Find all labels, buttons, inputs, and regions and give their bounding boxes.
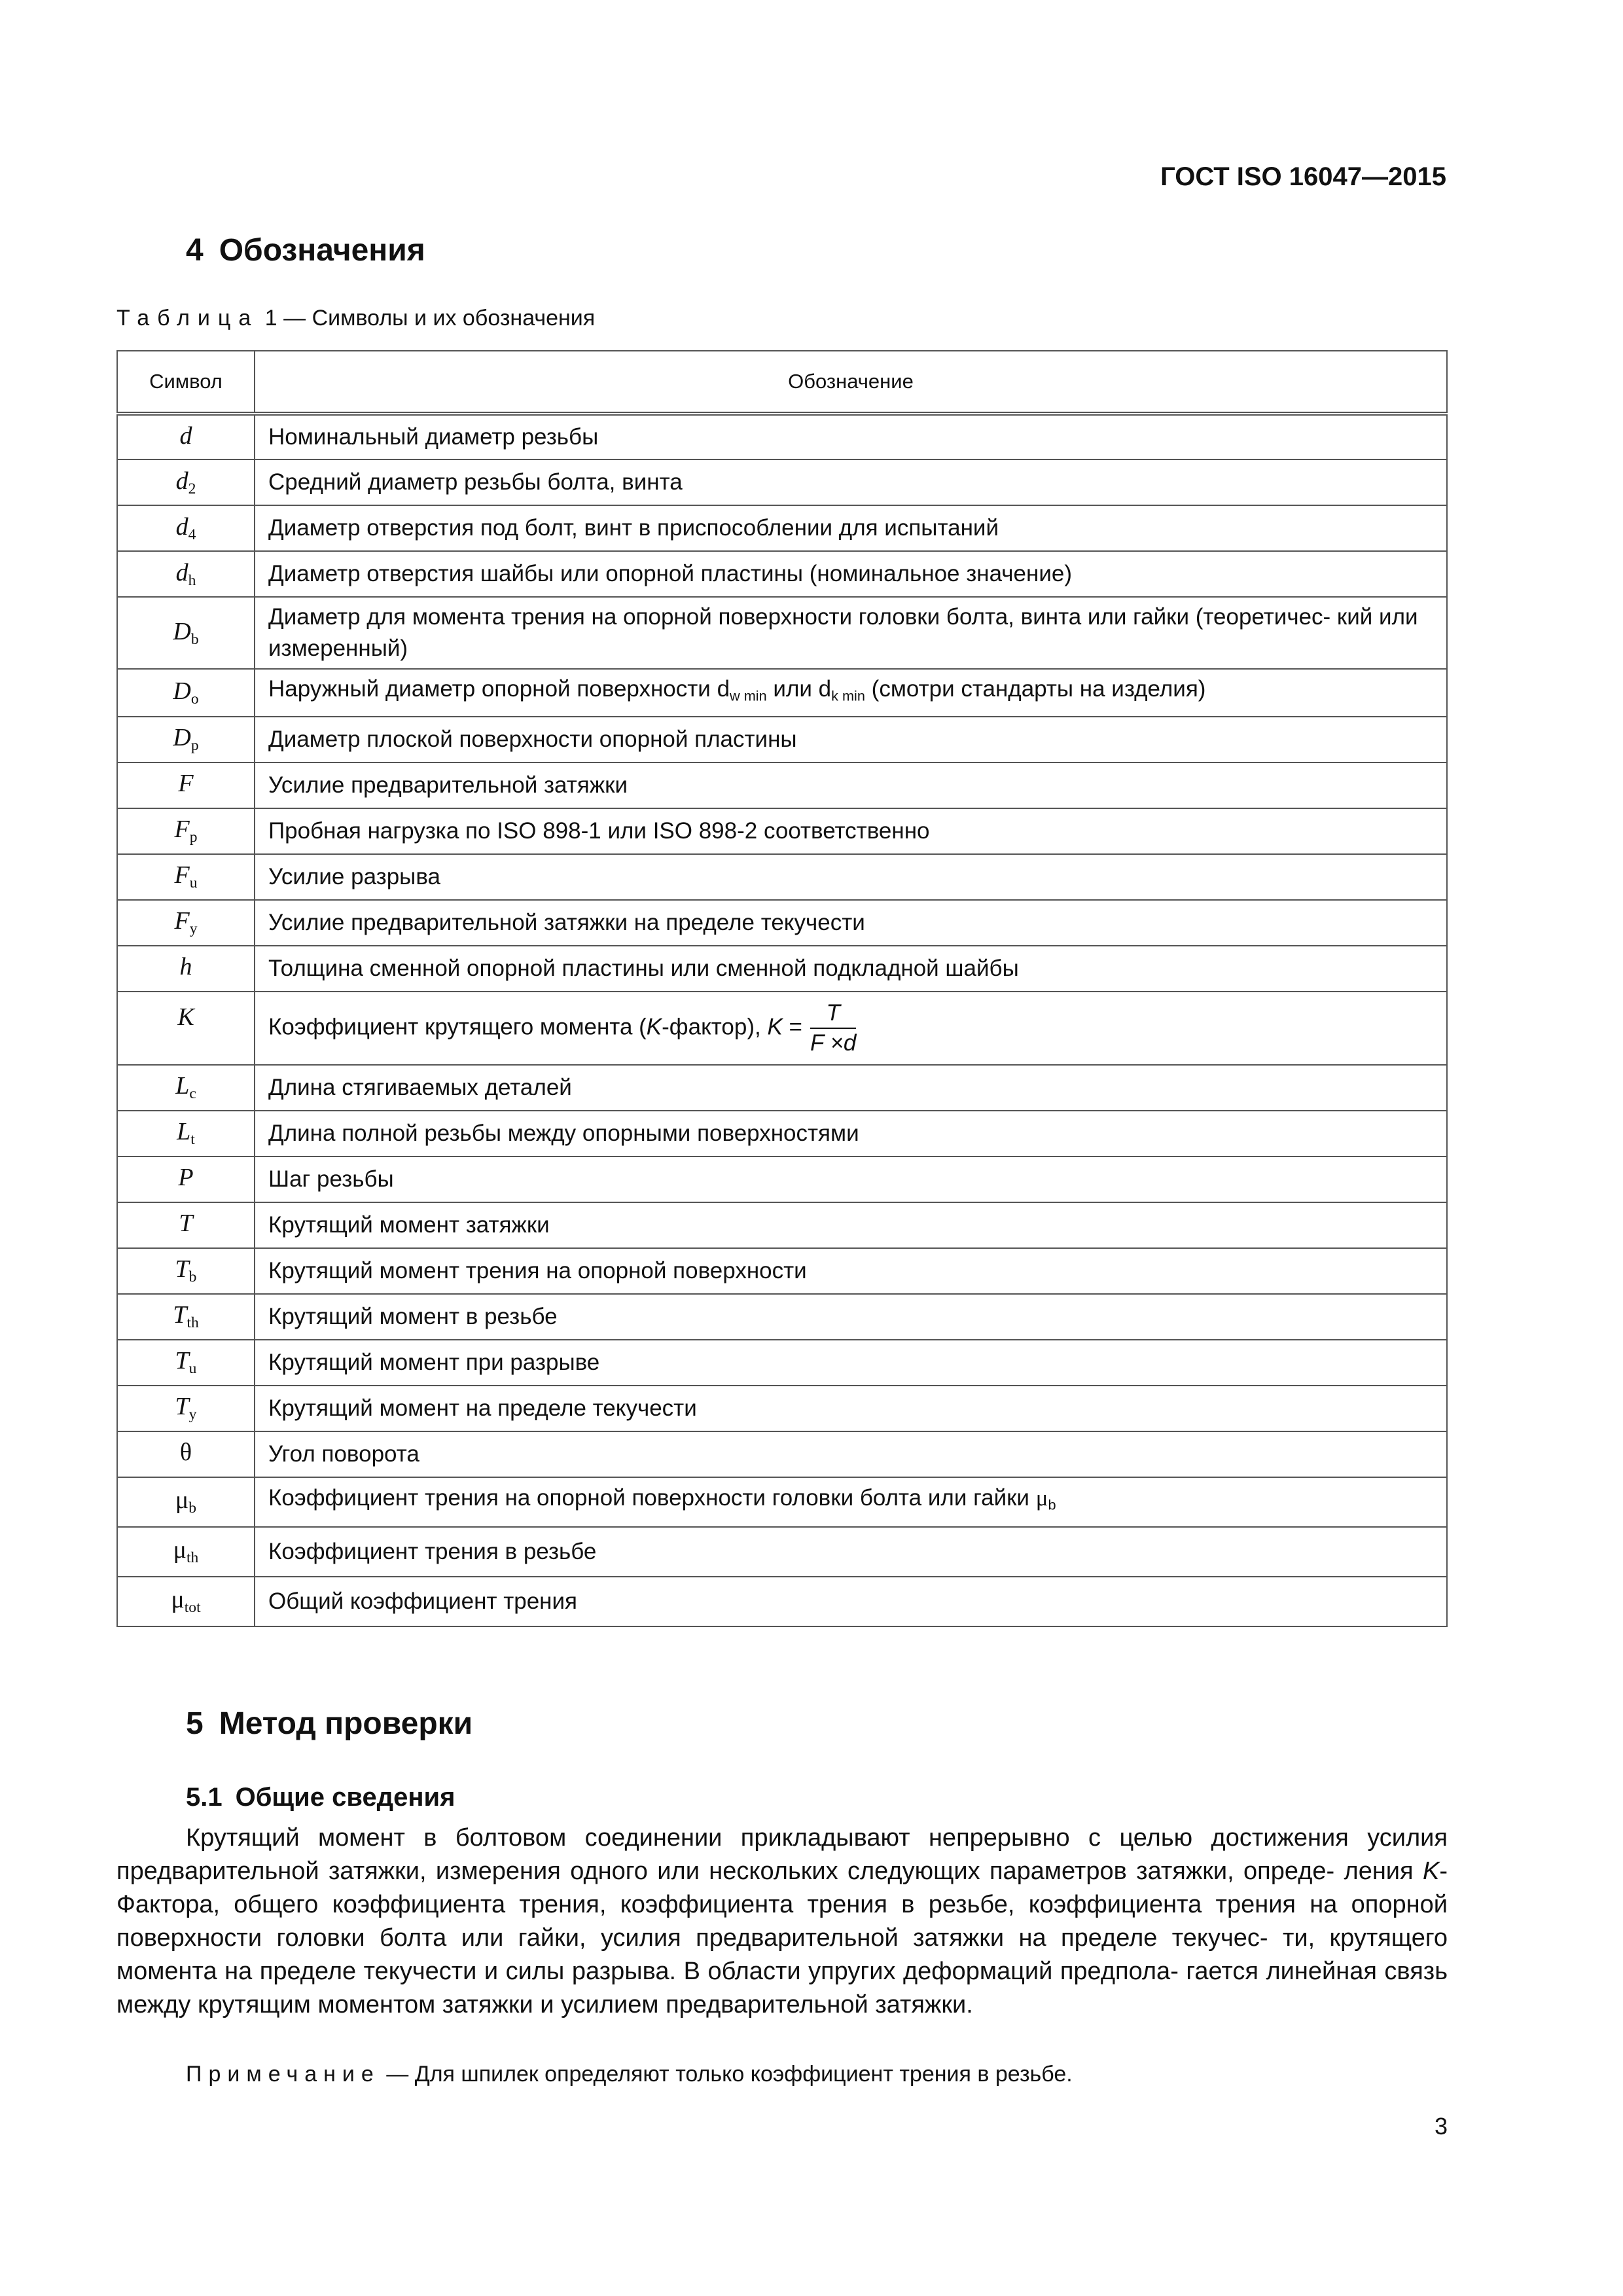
section-title: Обозначения: [219, 233, 425, 268]
body-paragraph: Крутящий момент в болтовом соединении прикладывают непрерывно с целью достижения усилия предварительной затяжки, измерения одного или нескольких следующих параметров затяжки, опреде- ления K-Фактора, общего коэффициента трения, коэффициента трения в резьбе, коэффициента трения на опорной поверхности головки болта или гайки, усилия предварительной затяжки на пределе текучес- ти, крутящего момента на пределе текучести и силы разрыва. В области упругих деформаций предпола- гается линейная связь между крутящим моментом затяжки и усилием предварительной затяжки.: [116, 1824, 1448, 2018]
table-row: [117, 505, 1447, 551]
designation-cell: Коэффициент трения в резьбе: [255, 1527, 1447, 1577]
designation-cell: Диаметр плоской поверхности опорной пластины: [255, 717, 1447, 762]
symbol-cell: P: [117, 1157, 255, 1202]
designation-cell: Длина стягиваемых деталей: [255, 1065, 1447, 1111]
designation-cell: Толщина сменной опорной пластины или сменной подкладной шайбы: [255, 946, 1447, 992]
table-row: [117, 551, 1447, 597]
table-row: [117, 1577, 1447, 1626]
section-number: 5: [186, 1706, 204, 1741]
note: [186, 2062, 1073, 2087]
table-row: [117, 808, 1447, 854]
designation-cell: Диаметр для момента трения на опорной поверхности головки болта, винта или гайки (теоретичес- кий или измеренный): [255, 597, 1447, 669]
symbol-cell: $\mu_{th}$: [117, 1527, 255, 1577]
symbol-cell: T: [117, 1202, 255, 1248]
symbol-cell: $d_4$: [117, 505, 255, 551]
table-row: [117, 669, 1447, 717]
designation-cell: Пробная нагрузка по ISO 898-1 или ISO 898-2 соответственно: [255, 808, 1447, 854]
designation-cell: Крутящий момент на пределе текучести: [255, 1386, 1447, 1431]
table-row: [117, 717, 1447, 762]
table-row: [117, 992, 1447, 1065]
designation-cell: Угол поворота: [255, 1431, 1447, 1477]
table-row: [117, 1340, 1447, 1386]
section-4-heading: [186, 232, 425, 268]
designation-cell: Диаметр отверстия шайбы или опорной пластины (номинальное значение): [255, 551, 1447, 597]
table-row: [117, 414, 1447, 459]
designation-cell: Крутящий момент в резьбе: [255, 1294, 1447, 1340]
symbol-cell: $D_p$: [117, 717, 255, 762]
designation-cell: Средний диаметр резьбы болта, винта: [255, 459, 1447, 505]
table-row: [117, 762, 1447, 808]
symbol-cell: θ: [117, 1431, 255, 1477]
table-row: [117, 1477, 1447, 1527]
symbol-cell: K: [117, 992, 255, 1065]
section-title: Метод проверки: [219, 1706, 473, 1741]
designation-cell: Диаметр отверстия под болт, винт в приспособлении для испытаний: [255, 505, 1447, 551]
table-row: [117, 1111, 1447, 1157]
table-row: [117, 1431, 1447, 1477]
symbol-cell: $T_b$: [117, 1248, 255, 1294]
designation-cell: Наружный диаметр опорной поверхности $d_{w min}$ или $d_{k min}$ (смотри стандарты на изделия): [255, 669, 1447, 717]
symbol-cell: $T_u$: [117, 1340, 255, 1386]
header-designation: Обозначение: [255, 351, 1447, 414]
table-caption-text: 1 — Символы и их обозначения: [264, 306, 596, 331]
table-row: [117, 946, 1447, 992]
table-row: [117, 1527, 1447, 1577]
designation-cell: Крутящий момент затяжки: [255, 1202, 1447, 1248]
designation-cell: Усилие предварительной затяжки: [255, 762, 1447, 808]
page-number: 3: [1434, 2113, 1448, 2140]
symbols-table: [116, 350, 1448, 1627]
designation-cell: Усилие разрыва: [255, 854, 1447, 900]
symbol-cell: $\mu_{tot}$: [117, 1577, 255, 1626]
table-row: [117, 597, 1447, 669]
designation-cell: Крутящий момент при разрыве: [255, 1340, 1447, 1386]
subsection-title: Общие сведения: [235, 1783, 455, 1812]
symbol-cell: $T_y$: [117, 1386, 255, 1431]
table-row: [117, 1065, 1447, 1111]
table-caption: [116, 306, 595, 331]
symbol-cell: $\mu_b$: [117, 1477, 255, 1527]
table-row: [117, 1386, 1447, 1431]
symbol-cell: $T_{th}$: [117, 1294, 255, 1340]
symbol-cell: h: [117, 946, 255, 992]
table-caption-label: Таблица: [116, 306, 259, 331]
subsection-number: 5.1: [186, 1783, 223, 1812]
section-5-heading: [186, 1706, 473, 1742]
symbol-cell: $F_p$: [117, 808, 255, 854]
table-row: [117, 1157, 1447, 1202]
symbol-cell: $d_2$: [117, 459, 255, 505]
designation-cell: Коэффициент трения на опорной поверхности головки болта или гайки $\mu_b$: [255, 1477, 1447, 1527]
symbol-cell: F: [117, 762, 255, 808]
document-id: ГОСТ ISO 16047—2015: [1160, 162, 1446, 191]
designation-cell: Коэффициент крутящего момента (K-фактор), K = $\frac{T}{F \times d}$: [255, 992, 1447, 1065]
designation-cell: Шаг резьбы: [255, 1157, 1447, 1202]
table-row: [117, 900, 1447, 946]
table-row: [117, 459, 1447, 505]
table-header-row: [117, 351, 1447, 414]
section-5-1-heading: [186, 1783, 455, 1812]
table-row: [117, 1294, 1447, 1340]
symbol-cell: $D_o$: [117, 669, 255, 717]
designation-cell: Номинальный диаметр резьбы: [255, 414, 1447, 459]
symbol-cell: $F_u$: [117, 854, 255, 900]
symbol-cell: $F_y$: [117, 900, 255, 946]
designation-cell: Длина полной резьбы между опорными поверхностями: [255, 1111, 1447, 1157]
symbol-cell: d: [117, 414, 255, 459]
designation-cell: Усилие предварительной затяжки на пределе текучести: [255, 900, 1447, 946]
table-row: [117, 854, 1447, 900]
note-text: — Для шпилек определяют только коэффициент трения в резьбе.: [386, 2062, 1073, 2087]
header-symbol: Символ: [117, 351, 255, 414]
designation-cell: Общий коэффициент трения: [255, 1577, 1447, 1626]
symbol-cell: $D_b$: [117, 597, 255, 669]
table-row: [117, 1248, 1447, 1294]
symbol-cell: $d_h$: [117, 551, 255, 597]
k-factor-formula: $\frac{T}{F \times d}$: [810, 999, 857, 1056]
symbol-cell: $L_c$: [117, 1065, 255, 1111]
table-row: [117, 1202, 1447, 1248]
symbol-cell: $L_t$: [117, 1111, 255, 1157]
section-number: 4: [186, 233, 204, 268]
designation-cell: Крутящий момент трения на опорной поверхности: [255, 1248, 1447, 1294]
note-label: Примечание: [186, 2062, 380, 2087]
